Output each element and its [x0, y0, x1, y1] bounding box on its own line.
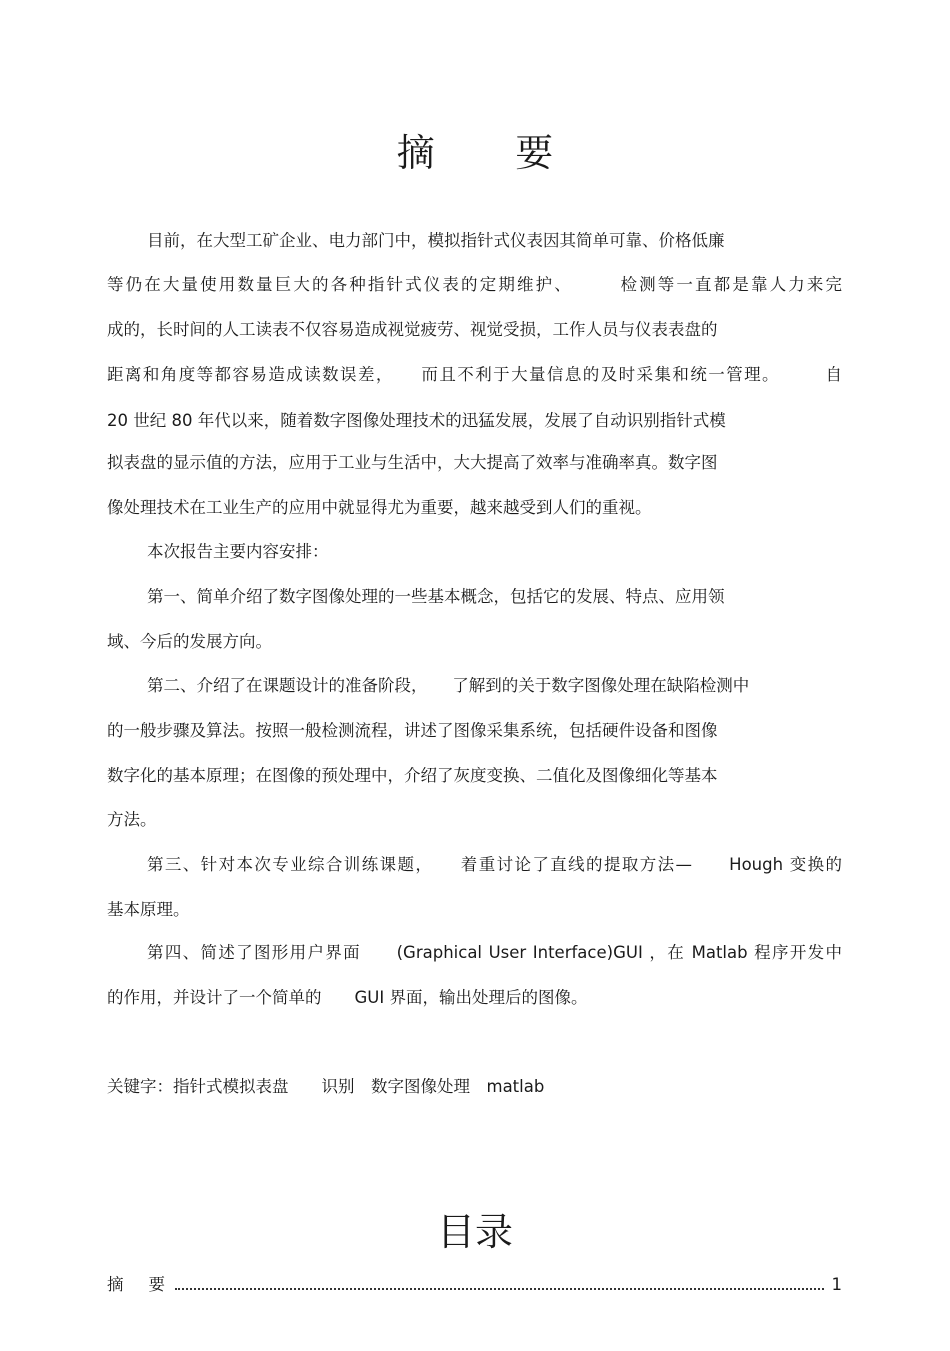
abstract-line: 距离和角度等都容易造成读数误差， 而且不利于大量信息的及时采集和统一管理。 自: [107, 365, 842, 384]
abstract-line: 的一般步骤及算法。按照一般检测流程，讲述了图像采集系统，包括硬件设备和图像: [107, 721, 718, 740]
keywords-line: 关键字：指针式模拟表盘 识别 数字图像处理 matlab: [107, 1077, 545, 1096]
abstract-line: 拟表盘的显示值的方法，应用于工业与生活中，大大提高了效率与准确率真。数字图: [107, 453, 718, 472]
abstract-title: 摘 要: [396, 131, 588, 175]
abstract-line: 数字化的基本原理；在图像的预处理中，介绍了灰度变换、二值化及图像细化等基本: [107, 766, 718, 785]
toc-entry-label: 摘 要: [107, 1275, 175, 1294]
abstract-line: 的作用，并设计了一个简单的 GUI 界面，输出处理后的图像。: [107, 988, 588, 1007]
abstract-line: 第一、简单介绍了数字图像处理的一些基本概念，包括它的发展、特点、应用领: [147, 587, 725, 606]
abstract-line: 第三、针对本次专业综合训练课题， 着重讨论了直线的提取方法— Hough 变换的: [147, 855, 842, 874]
abstract-line: 等仍在大量使用数量巨大的各种指针式仪表的定期维护、 检测等一直都是靠人力来完: [107, 275, 842, 294]
abstract-line: 像处理技术在工业生产的应用中就显得尤为重要，越来越受到人们的重视。: [107, 498, 652, 517]
abstract-line: 域、今后的发展方向。: [107, 632, 272, 651]
abstract-line: 基本原理。: [107, 900, 190, 919]
abstract-line: 成的，长时间的人工读表不仅容易造成视觉疲劳、视觉受损，工作人员与仪表表盘的: [107, 320, 718, 339]
abstract-line: 方法。: [107, 810, 157, 829]
abstract-line: 目前，在大型工矿企业、电力部门中，模拟指针式仪表因其简单可靠、价格低廉: [147, 231, 725, 250]
toc-leader-dots: [175, 1272, 824, 1290]
toc-entry-page: 1: [831, 1275, 842, 1294]
abstract-line: 本次报告主要内容安排：: [147, 542, 329, 561]
toc-title: 目录: [436, 1210, 513, 1254]
abstract-line: 第四、简述了图形用户界面 (Graphical User Interface)GUI ，在 Matlab 程序开发中: [147, 943, 842, 962]
toc-entry[interactable]: [107, 1272, 842, 1296]
abstract-line: 第二、介绍了在课题设计的准备阶段， 了解到的关于数字图像处理在缺陷检测中: [147, 676, 750, 695]
abstract-line: 20 世纪 80 年代以来，随着数字图像处理技术的迅猛发展，发展了自动识别指针式模: [107, 411, 726, 430]
